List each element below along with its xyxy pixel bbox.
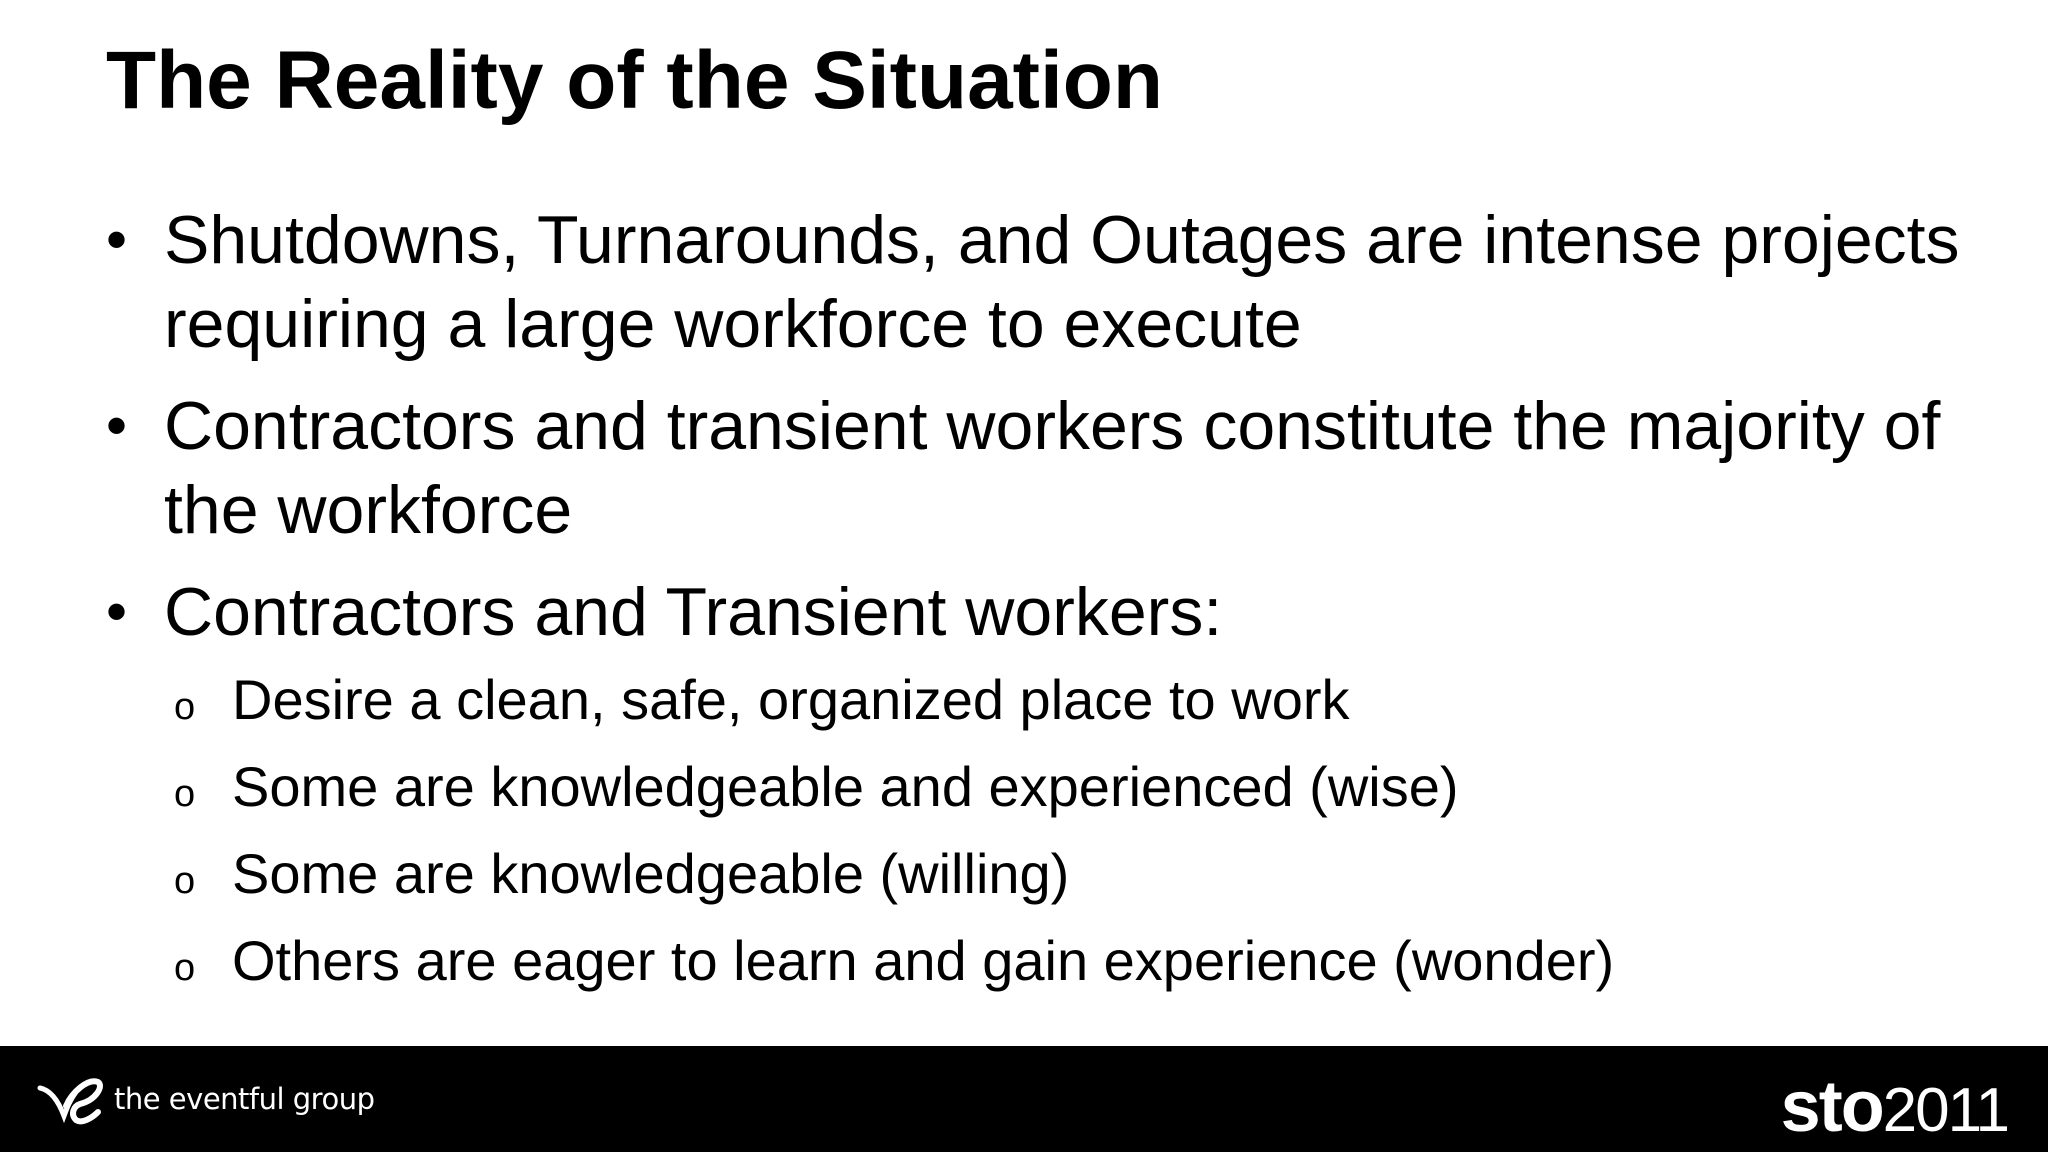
bullet-item — [106, 198, 2006, 366]
bullet-item — [106, 384, 2006, 552]
sub-bullet-marker: o — [174, 773, 196, 815]
sto-logo-word: sto — [1780, 1067, 1883, 1147]
sub-bullet-text: Some are knowledgeable (willing) — [232, 842, 1070, 905]
bullet-marker: • — [106, 578, 128, 645]
sub-bullet-item — [106, 743, 2006, 830]
sub-bullet-marker: o — [174, 686, 196, 728]
bullet-text: Contractors and Transient workers: — [164, 574, 1223, 650]
sub-bullet-text: Some are knowledgeable and experienced (wise) — [232, 755, 1459, 818]
sub-bullet-list — [164, 656, 2006, 1004]
sub-bullet-text: Others are eager to learn and gain experience (wonder) — [232, 929, 1615, 992]
sub-bullet-marker: o — [174, 860, 196, 902]
bullet-marker: • — [106, 206, 128, 273]
sto-logo-year: 2011 — [1882, 1076, 2008, 1145]
sub-bullet-item — [106, 656, 2006, 743]
bullet-item — [106, 570, 2006, 1004]
eventful-logo-text: the eventful group — [114, 1082, 375, 1116]
sub-bullet-item — [106, 917, 2006, 1004]
sub-bullet-text: Desire a clean, safe, organized place to work — [232, 668, 1350, 731]
sub-bullet-marker: o — [174, 947, 196, 989]
bullet-list — [106, 198, 2006, 1022]
bullet-marker: • — [106, 392, 128, 459]
footer-bar — [0, 1046, 2048, 1152]
sub-bullet-item — [106, 830, 2006, 917]
bullet-text: Contractors and transient workers constitute the majority of the workforce — [164, 388, 1941, 548]
bullet-text: Shutdowns, Turnarounds, and Outages are intense projects requiring a large workforce to execute — [164, 202, 1960, 362]
slide-title: The Reality of the Situation — [106, 35, 1163, 126]
sto-2011-logo — [1781, 1066, 2008, 1148]
eventful-e-icon — [36, 1070, 104, 1128]
eventful-group-logo — [36, 1070, 375, 1128]
